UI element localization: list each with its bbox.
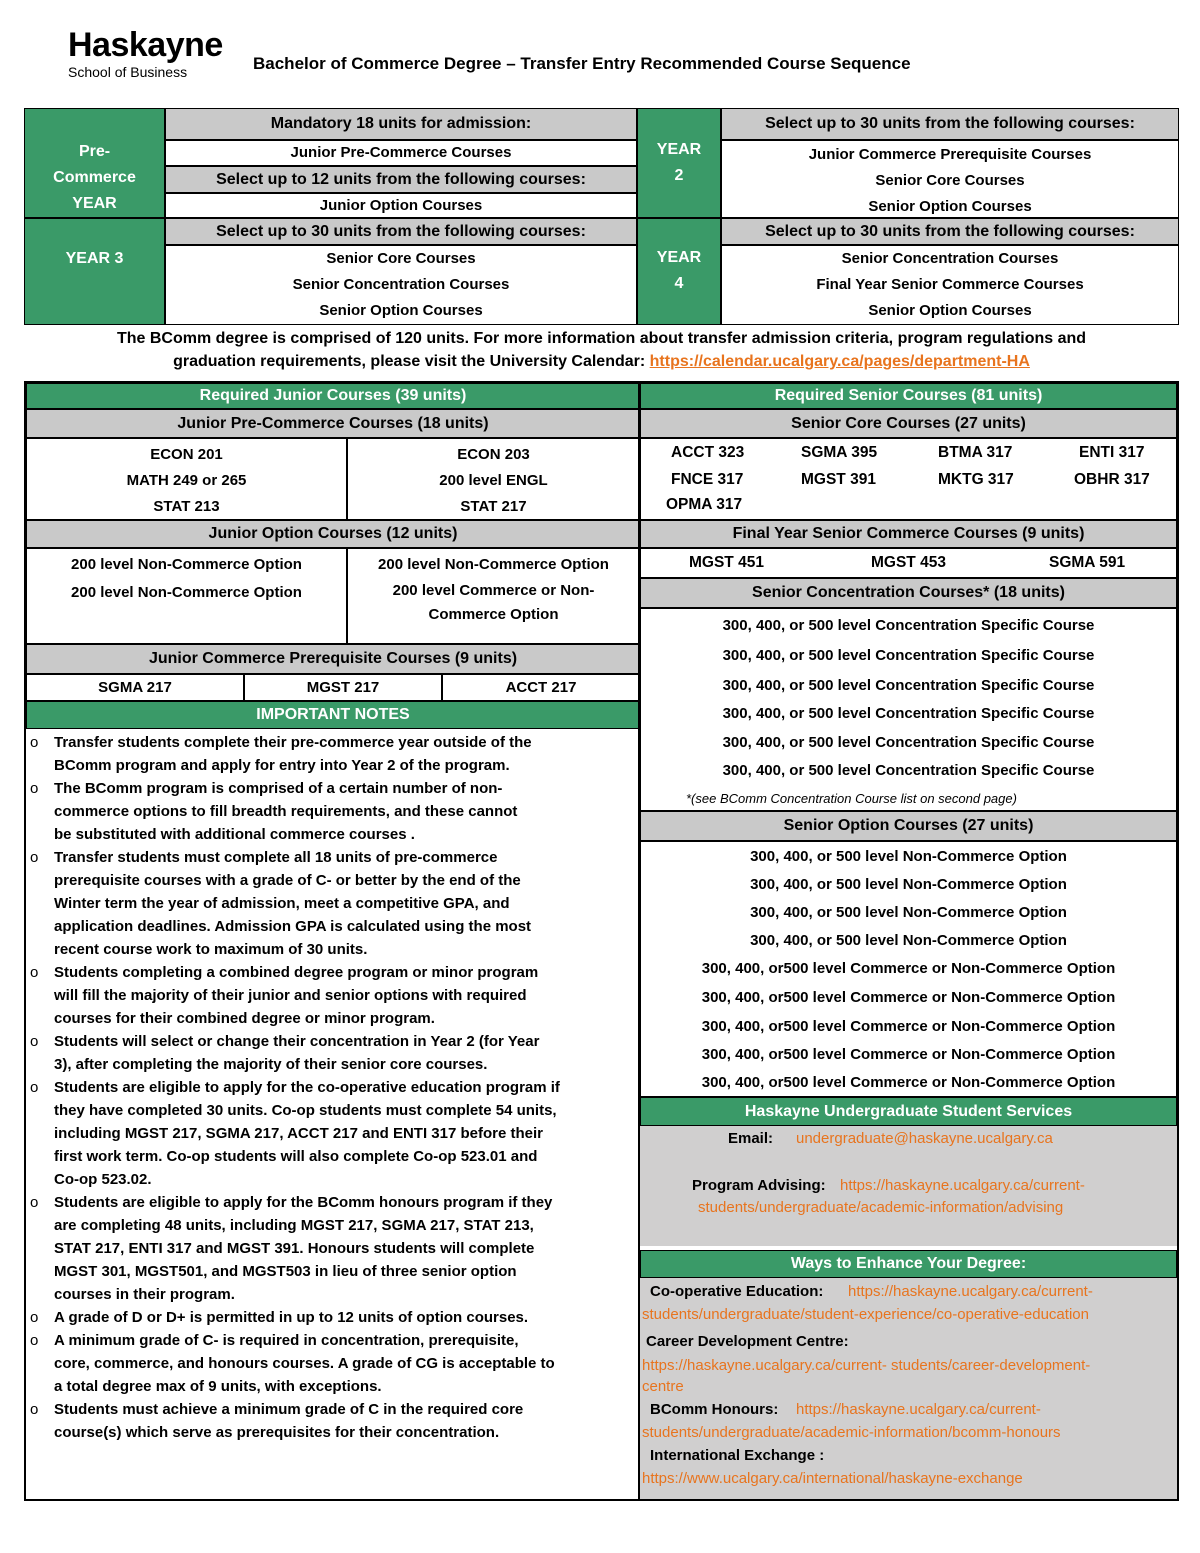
course-item: ECON 203 — [457, 446, 530, 463]
core-course: ACCT 323 — [671, 444, 745, 461]
career-link[interactable]: centre — [642, 1378, 684, 1395]
year3-select-header: Select up to 30 units from the following courses: — [165, 218, 637, 245]
final-course: MGST 451 — [689, 554, 764, 571]
junior-option-right — [347, 548, 640, 644]
final-course: SGMA 591 — [1049, 554, 1126, 571]
senior-option-course: 300, 400, or 500 level Non-Commerce Option — [750, 876, 1067, 893]
year4-item: Final Year Senior Commerce Courses — [816, 276, 1084, 293]
concentration-course: 300, 400, or 500 level Concentration Specific Course — [722, 762, 1095, 779]
junior-option-left — [26, 548, 347, 644]
intl-link[interactable]: https://www.ucalgary.ca/international/haskayne-exchange — [642, 1470, 1023, 1487]
honours-label: BComm Honours: — [650, 1401, 779, 1418]
note-line: MGST 301, MGST501, and MGST503 in lieu of three senior option — [54, 1263, 517, 1280]
email-label: Email: — [728, 1130, 774, 1147]
honours-link[interactable]: https://haskayne.ucalgary.ca/current- — [796, 1401, 1041, 1418]
note-line: courses for their combined degree or minor program. — [54, 1010, 435, 1027]
note-item — [26, 846, 636, 961]
email-link[interactable]: undergraduate@haskayne.ucalgary.ca — [796, 1130, 1053, 1147]
precommerce-junior-item: Junior Pre-Commerce Courses — [165, 140, 637, 166]
prereq-acct217: ACCT 217 — [442, 674, 640, 701]
note-line: recent course work to maximum of 30 units. — [54, 941, 368, 958]
enhance-header: Ways to Enhance Your Degree: — [640, 1250, 1177, 1278]
haskayne-logo — [68, 28, 223, 80]
career-link[interactable]: https://haskayne.ucalgary.ca/current- students/career-development- — [642, 1357, 1091, 1374]
prereq-sgma217: SGMA 217 — [26, 674, 244, 701]
course-item: STAT 213 — [153, 498, 220, 515]
note-item — [26, 1191, 636, 1306]
year4-item: Senior Concentration Courses — [841, 250, 1059, 267]
note-line: Students are eligible to apply for the BComm honours program if they — [54, 1194, 553, 1211]
degree-info-text: graduation requirements, please visit the University Calendar: — [173, 353, 646, 370]
logo-name: Haskayne — [68, 26, 223, 64]
year4-item: Senior Option Courses — [868, 302, 1032, 319]
junior-prereq-header: Junior Commerce Prerequisite Courses (9 units) — [26, 644, 640, 674]
year3-item: Senior Option Courses — [319, 302, 483, 319]
senior-courses-header: Required Senior Courses (81 units) — [640, 383, 1177, 409]
sequence-table — [24, 108, 1179, 325]
concentration-courses — [640, 608, 1177, 811]
note-line: including MGST 217, SGMA 217, ACCT 217 and ENTI 317 before their — [54, 1125, 544, 1142]
note-line: A minimum grade of C- is required in concentration, prerequisite, — [54, 1332, 519, 1349]
calendar-link[interactable]: https://calendar.ucalgary.ca/pages/department-HA — [649, 353, 1030, 370]
bullet-icon: o — [30, 780, 39, 797]
year2-select-header: Select up to 30 units from the following courses: — [721, 108, 1179, 140]
year3-item: Senior Concentration Courses — [292, 276, 510, 293]
core-course: OPMA 317 — [666, 496, 743, 513]
core-course: MGST 391 — [801, 471, 876, 488]
core-course: OBHR 317 — [1074, 471, 1150, 488]
bullet-icon: o — [30, 849, 39, 866]
senior-option-course: 300, 400, or 500 level Non-Commerce Option — [750, 848, 1067, 865]
course-item: 200 level Non-Commerce Option — [378, 556, 609, 573]
concentration-course: 300, 400, or 500 level Concentration Specific Course — [722, 734, 1095, 751]
logo-subtitle: School of Business — [68, 64, 188, 80]
core-course: FNCE 317 — [671, 471, 744, 488]
year2-items — [721, 140, 1179, 218]
year2-item: Senior Core Courses — [875, 172, 1025, 189]
note-item — [26, 1306, 636, 1329]
year3-item: Senior Core Courses — [326, 250, 476, 267]
honours-link[interactable]: students/undergraduate/academic-information/bcomm-honours — [642, 1424, 1061, 1441]
page-title: Bachelor of Commerce Degree – Transfer Entry Recommended Course Sequence — [253, 54, 911, 73]
junior-precommerce-left — [26, 438, 347, 520]
precommerce-select-header: Select up to 12 units from the following courses: — [165, 166, 637, 193]
senior-option-course: 300, 400, or500 level Commerce or Non-Commerce Option — [701, 960, 1116, 977]
bullet-icon: o — [30, 1332, 39, 1349]
note-line: Students must achieve a minimum grade of C in the required core — [54, 1401, 524, 1418]
course-item: 200 level Commerce or Non- — [392, 582, 595, 599]
course-item: ECON 201 — [150, 446, 223, 463]
coop-link[interactable]: students/undergraduate/student-experience/co-operative-education — [642, 1306, 1089, 1323]
bullet-icon: o — [30, 964, 39, 981]
note-line: Transfer students must complete all 18 units of pre-commerce — [54, 849, 498, 866]
senior-option-header: Senior Option Courses (27 units) — [640, 811, 1177, 841]
note-line: BComm program and apply for entry into Year 2 of the program. — [54, 757, 510, 774]
career-label: Career Development Centre: — [646, 1333, 849, 1350]
note-line: courses in their program. — [54, 1286, 235, 1303]
concentration-course: 300, 400, or 500 level Concentration Specific Course — [722, 705, 1095, 722]
degree-info-line — [24, 350, 1179, 373]
core-course: MKTG 317 — [938, 471, 1014, 488]
bullet-icon: o — [30, 734, 39, 751]
note-line: be substituted with additional commerce courses . — [54, 826, 415, 843]
final-year-header: Final Year Senior Commerce Courses (9 units) — [640, 520, 1177, 548]
note-line: course(s) which serve as prerequisites for their concentration. — [54, 1424, 500, 1441]
note-line: they have completed 30 units. Co-op students must complete 54 units, — [54, 1102, 557, 1119]
core-course: BTMA 317 — [938, 444, 1013, 461]
senior-option-course: 300, 400, or500 level Commerce or Non-Commerce Option — [701, 989, 1116, 1006]
important-notes-list — [26, 731, 636, 1444]
note-item — [26, 731, 636, 777]
year4-label — [637, 218, 721, 325]
enhance-box — [640, 1278, 1177, 1499]
note-line: will fill the majority of their junior and senior options with required — [54, 987, 527, 1004]
senior-option-course: 300, 400, or500 level Commerce or Non-Commerce Option — [701, 1046, 1116, 1063]
course-item: MATH 249 or 265 — [126, 472, 247, 489]
senior-option-course: 300, 400, or 500 level Non-Commerce Option — [750, 904, 1067, 921]
junior-precommerce-header: Junior Pre-Commerce Courses (18 units) — [26, 409, 640, 438]
year3-label: YEAR 3 — [24, 218, 165, 325]
precommerce-label-line: YEAR — [72, 195, 117, 212]
prereq-mgst217: MGST 217 — [244, 674, 442, 701]
year2-item: Senior Option Courses — [868, 198, 1032, 215]
course-item: Commerce Option — [428, 606, 559, 623]
note-line: Winter term the year of admission, meet a competitive GPA, and — [54, 895, 510, 912]
note-line: Transfer students complete their pre-commerce year outside of the — [54, 734, 532, 751]
bullet-icon: o — [30, 1194, 39, 1211]
final-course: MGST 453 — [871, 554, 946, 571]
degree-info — [24, 327, 1179, 373]
note-line: A grade of D or D+ is permitted in up to 12 units of option courses. — [54, 1309, 529, 1326]
note-line: prerequisite courses with a grade of C- or better by the end of the — [54, 872, 521, 889]
year4-items — [721, 245, 1179, 325]
year2-label-line: 2 — [674, 167, 684, 184]
note-line: application deadlines. Admission GPA is calculated using the most — [54, 918, 532, 935]
bullet-icon: o — [30, 1033, 39, 1050]
senior-option-course: 300, 400, or500 level Commerce or Non-Commerce Option — [701, 1074, 1116, 1091]
note-item — [26, 1076, 636, 1191]
note-item — [26, 1398, 636, 1444]
concentration-note: *(see BComm Concentration Course list on second page) — [686, 791, 1017, 806]
final-year-courses — [640, 548, 1177, 578]
course-item: 200 level Non-Commerce Option — [71, 556, 302, 573]
courses-table — [24, 381, 1179, 1501]
precommerce-label-line: Pre- — [78, 143, 111, 160]
senior-option-courses — [640, 841, 1177, 1097]
concentration-header: Senior Concentration Courses* (18 units) — [640, 578, 1177, 608]
course-item: STAT 217 — [460, 498, 527, 515]
year4-label-line: YEAR — [656, 249, 702, 266]
note-item — [26, 961, 636, 1030]
senior-core-grid — [640, 438, 1177, 520]
concentration-course: 300, 400, or 500 level Concentration Specific Course — [722, 647, 1095, 664]
concentration-course: 300, 400, or 500 level Concentration Specific Course — [722, 677, 1095, 694]
note-line: 3), after completing the majority of their senior core courses. — [54, 1056, 488, 1073]
advising-label: Program Advising: — [692, 1177, 826, 1194]
senior-option-course: 300, 400, or500 level Commerce or Non-Commerce Option — [701, 1018, 1116, 1035]
junior-option-header: Junior Option Courses (12 units) — [26, 520, 640, 548]
advising-link[interactable]: students/undergraduate/academic-information/advising — [698, 1199, 1064, 1216]
concentration-course: 300, 400, or 500 level Concentration Specific Course — [722, 617, 1095, 634]
bullet-icon: o — [30, 1309, 39, 1326]
student-services-header: Haskayne Undergraduate Student Services — [640, 1097, 1177, 1126]
note-line: Co-op 523.02. — [54, 1171, 152, 1188]
note-line: Students are eligible to apply for the co-operative education program if — [54, 1079, 560, 1096]
year2-label-line: YEAR — [656, 141, 702, 158]
note-line: The BComm program is comprised of a certain number of non- — [54, 780, 503, 797]
precommerce-label-line: Commerce — [53, 169, 136, 186]
junior-courses-header: Required Junior Courses (39 units) — [26, 383, 640, 409]
note-item — [26, 1329, 636, 1398]
precommerce-mandatory-header: Mandatory 18 units for admission: — [165, 108, 637, 140]
note-line: a total degree max of 9 units, with exceptions. — [54, 1378, 382, 1395]
core-course: ENTI 317 — [1079, 444, 1145, 461]
intl-label: International Exchange : — [650, 1447, 825, 1464]
degree-info-line: The BComm degree is comprised of 120 units. For more information about transfer admission criteria, program regulations and — [116, 330, 1087, 347]
core-course: SGMA 395 — [801, 444, 878, 461]
year4-label-line: 4 — [674, 275, 684, 292]
note-item — [26, 777, 636, 846]
course-item: 200 level Non-Commerce Option — [71, 584, 302, 601]
note-line: STAT 217, ENTI 317 and MGST 391. Honours students will complete — [54, 1240, 535, 1257]
note-line: Students completing a combined degree program or minor program — [54, 964, 539, 981]
course-item: 200 level ENGL — [439, 472, 548, 489]
year2-item: Junior Commerce Prerequisite Courses — [808, 146, 1092, 163]
note-line: are completing 48 units, including MGST 217, SGMA 217, STAT 213, — [54, 1217, 534, 1234]
student-services-box — [640, 1126, 1177, 1246]
important-notes-header: IMPORTANT NOTES — [26, 701, 640, 729]
coop-label: Co-operative Education: — [650, 1283, 824, 1300]
precommerce-year-label — [24, 108, 165, 218]
bullet-icon: o — [30, 1079, 39, 1096]
junior-precommerce-right — [347, 438, 640, 520]
note-line: Students will select or change their concentration in Year 2 (for Year — [54, 1033, 540, 1050]
senior-core-header: Senior Core Courses (27 units) — [640, 409, 1177, 438]
advising-link[interactable]: https://haskayne.ucalgary.ca/current- — [840, 1177, 1085, 1194]
note-line: core, commerce, and honours courses. A grade of CG is acceptable to — [54, 1355, 555, 1372]
note-item — [26, 1030, 636, 1076]
year2-label — [637, 108, 721, 218]
precommerce-option-item: Junior Option Courses — [165, 193, 637, 218]
bullet-icon: o — [30, 1401, 39, 1418]
note-line: first work term. Co-op students will also complete Co-op 523.01 and — [54, 1148, 538, 1165]
year4-select-header: Select up to 30 units from the following courses: — [721, 218, 1179, 245]
coop-link[interactable]: https://haskayne.ucalgary.ca/current- — [848, 1283, 1093, 1300]
senior-option-course: 300, 400, or 500 level Non-Commerce Option — [750, 932, 1067, 949]
year3-items — [165, 245, 637, 325]
note-line: commerce options to fill breadth requirements, and these cannot — [54, 803, 518, 820]
